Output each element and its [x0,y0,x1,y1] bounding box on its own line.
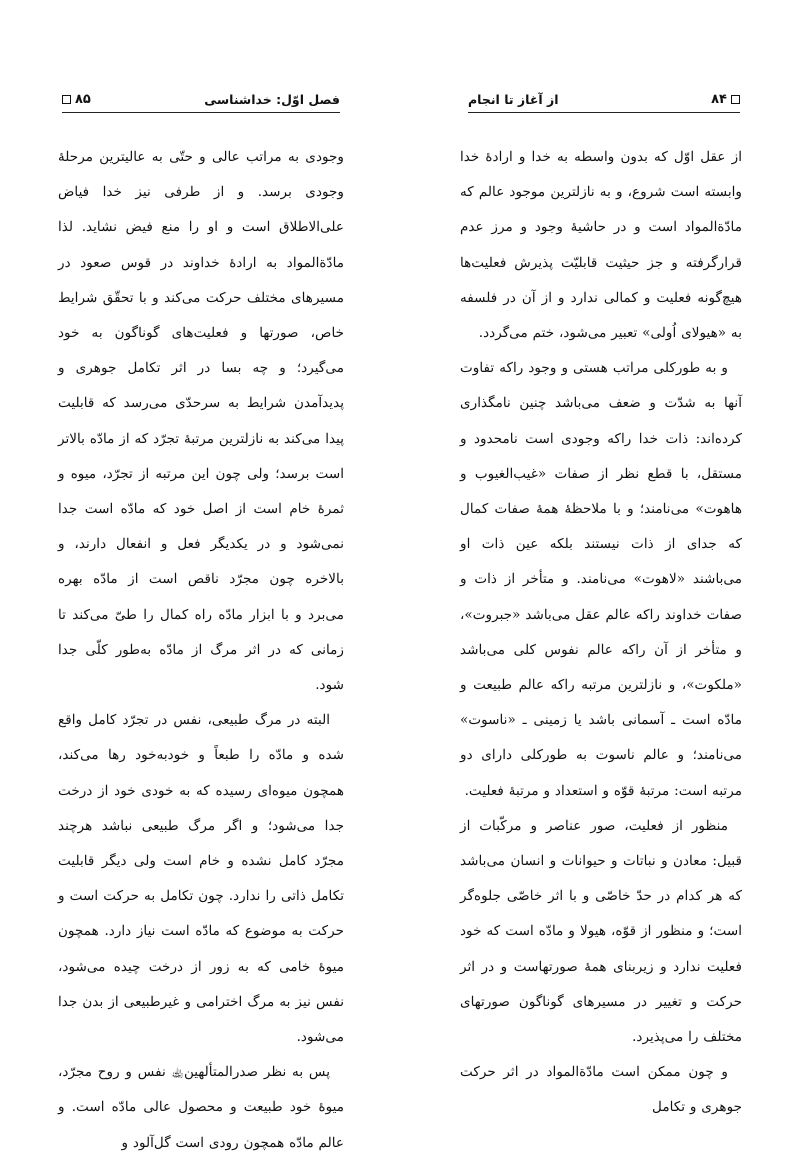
paragraph: و چون ممکن است مادّةالمواد در اثر حرکت جوهری و تکامل [460,1064,742,1116]
chapter-title: فصل اوّل: خداشناسی [204,91,340,107]
paragraph: وجودی به مراتب عالی و حتّی به عالیترین مرحلهٔ وجودی برسد. و از طرفی نیز خدا فیاض علی‌الاطلاق است و او را منع فیض نشاید. لذا مادّةالمواد به ارادهٔ خداوند در قوس صعود در مسیرهای مختلف حرکت می‌کند و با تحقّق شرایط خاص، صورتها و فعلیت‌های گوناگون به خود می‌گیرد؛ و چه بسا در اثر تکامل جوهری و پدیدآمدن شرایط به سرحدّی می‌رسد که قابلیت پیدا می‌کند به نازلترین مرتبهٔ تجرّد که از مادّه بالاتر است برسد؛ ولی چون این مرتبه از تجرّد، میوه و ثمرهٔ خام است از اصل خود که مادّه است جدا نمی‌شود و در یکدیگر فعل و انفعال دارند، و بالاخره چون مجرّد ناقص است از مادّه بهره می‌برد و با ابزار مادّه راه کمال را طیّ می‌کند تا زمانی که در اثر مرگ از مادّه به‌طور کلّی جدا شود. [58,149,344,694]
page-header [62,88,340,110]
paragraph: از عقل اوّل که بدون واسطه به خدا و ارادهٔ خدا وابسته است شروع، و به نازلترین موجود عالم که مادّةالمواد است و در حاشیهٔ وجود و مرز عدم قرارگرفته و جز حیثیت قابلیّت پذیرش فعلیت‌ها هیچ‌گونه فعلیت و کمالی ندارد و از آن در فلسفه به «هیولای اُولی» تعبیر می‌شود، ختم می‌گردد. [460,149,742,342]
page-number-block [711,92,740,107]
paragraph: و به طورکلی مراتب هستی و وجود راکه تفاوت آنها به شدّت و ضعف می‌باشد چنین نامگذاری کرده‌اند: ذات خدا راکه وجودی است نامحدود و مستقل، با قطع نظر از صفات «غیب‌الغیوب و هاهوت» می‌نامند؛ و با ملاحظهٔ همهٔ صفات کمال که جدای از ذات نیستند بلکه عین ذات او می‌باشند «لاهوت» می‌نامند. و متأخر از ذات و صفات خداوند راکه عالم عقل می‌باشد «جبروت»، و متأخر از آن راکه عالم نفوس کلی می‌باشد «ملکوت»، و نازلترین مرتبه راکه عالم طبیعت و مادّه است ـ آسمانی باشد یا زمینی ـ «ناسوت» می‌نامند؛ و عالم ناسوت به طورکلی دارای دو مرتبه است: مرتبهٔ قوّه و استعداد و مرتبهٔ فعلیت. [460,360,742,799]
header-divider [468,112,740,113]
left-page [0,0,400,1151]
square-bullet-icon [62,95,71,104]
header-divider [62,112,340,113]
paragraph: منظور از فعلیت، صور عناصر و مرکّبات از قبیل: معادن و نباتات و حیوانات و انسان می‌باشد که هر کدام در حدّ خاصّی و با اثر خاصّی جلوه‌گر است؛ و منظور از قوّه، هیولا و مادّه است که خود فعلیت ندارد و زیربنای همهٔ صورتهاست و در اثر حرکت و تغییر در مسیرهای گوناگون صورتهای مختلف را می‌پذیرد. [460,817,742,1046]
body-text [58,140,344,1161]
page-header [468,88,740,110]
page-number-block [62,92,91,107]
page-number: ۸۵ [75,91,91,107]
right-page [400,0,800,1116]
square-bullet-icon [731,95,740,104]
paragraph: پس به نظر صدرالمتألهین﵀ نفس و روح مجرّد، میوهٔ خود طبیعت و محصول عالی مادّه است. و عالم مادّه همچون رودی است گل‌آلود و [58,1064,344,1151]
page-number: ۸۴ [711,91,727,107]
paragraph: البته در مرگ طبیعی، نفس در تجرّد کامل واقع شده و مادّه را طبعاً و خودبه‌خود رها می‌کند، همچون میوه‌ای رسیده که به خودی خود از درخت جدا می‌شود؛ و اگر مرگ طبیعی نباشد هرچند مجرّد کامل نشده و خام است ولی دیگر قابلیت تکامل ذاتی را ندارد. چون تکامل به حرکت است و حرکت به موضوع که مادّه است نیاز دارد. همچون میوهٔ خامی که به زور از درخت چیده می‌شود، نفس نیز به مرگ اخترامی و غیرطبیعی از بدن جدا می‌شود. [58,712,344,1046]
chapter-title: از آغاز تا انجام [468,91,559,107]
body-text [460,140,742,1126]
